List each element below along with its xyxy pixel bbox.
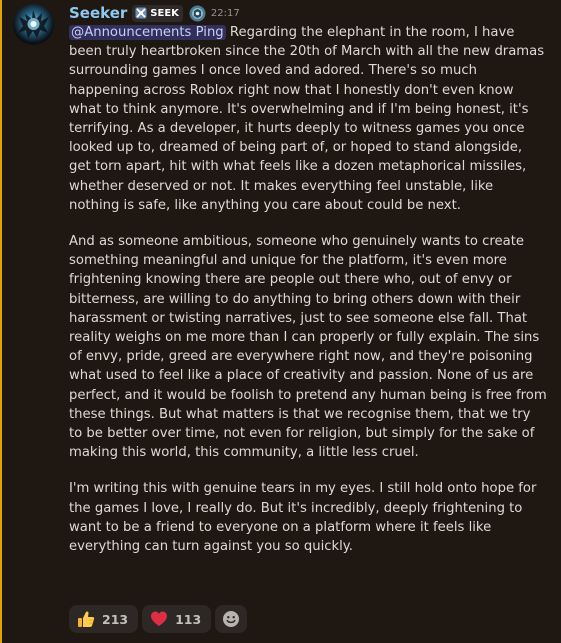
mention-highlight-bar (0, 0, 2, 643)
reaction-count: 113 (175, 611, 202, 627)
red-heart-icon (150, 610, 168, 628)
avatar[interactable] (13, 4, 54, 45)
server-tag-label: SEEK (150, 7, 179, 19)
message-paragraph (69, 23, 547, 215)
reaction-red-heart[interactable] (142, 605, 211, 633)
reaction-thumbs-up[interactable] (69, 605, 138, 633)
message-paragraph: I'm writing this with genuine tears in my eyes. I still hold onto hope for the games I love, I really do. But it's incredibly, deeply frightening to want to be a friend to everyone on a platform where it feels like everything can turn against you so quickly. (69, 481, 537, 555)
message-content (69, 23, 547, 573)
role-badge-icon[interactable] (189, 5, 206, 22)
tag-icon (135, 7, 147, 19)
message-paragraph: And as someone ambitious, someone who genuinely wants to create something meaningful and unique for the platform, it's even more frightening knowing there are people out there who, out of envy or bitterness, are willing to do anything to bring others down with their harassment or twisting narratives, just to see someone else fall. That reality weighs on me more than I can properly or fully explain. The sins of envy, pride, greed are everywhere right now, and they're poisoning what used to feel like a place of creativity and passion. None of us are perfect, and it would be foolish to pretend any human being is free from these things. But what matters is that we recognise them, that we try to be better over time, not even for religion, but simply for the sake of making this world, this community, a little less cruel. (69, 234, 547, 461)
reaction-count: 213 (102, 611, 129, 627)
add-reaction-icon (222, 610, 240, 628)
message-header (69, 3, 240, 23)
reactions-bar (69, 605, 247, 633)
message-paragraph-text: Regarding the elephant in the room, I have been truly heartbroken since the 20th of March with all the new dramas surrounding games I once loved and adored. There's so much happening across Roblox right now that I honestly don't even know what to think anymore. It's overwhelming and if I'm being honest, it's terrifying. As a developer, it hurts deeply to witness games you once looked up to, dreamed of being part of, or hoped to stand alongside, get torn apart, hit with what feels like a dozen metaphorical missiles, whether deserved or not. It makes everything feel unstable, like nothing is safe, like anything you care about could be next. (69, 25, 545, 213)
thumbs-up-icon (77, 610, 95, 628)
timestamp: 22:17 (210, 7, 240, 19)
role-mention[interactable]: @Announcements Ping (71, 25, 224, 40)
server-tag[interactable] (132, 5, 183, 22)
author-name[interactable]: Seeker (69, 4, 128, 22)
add-reaction-button[interactable] (215, 605, 247, 633)
